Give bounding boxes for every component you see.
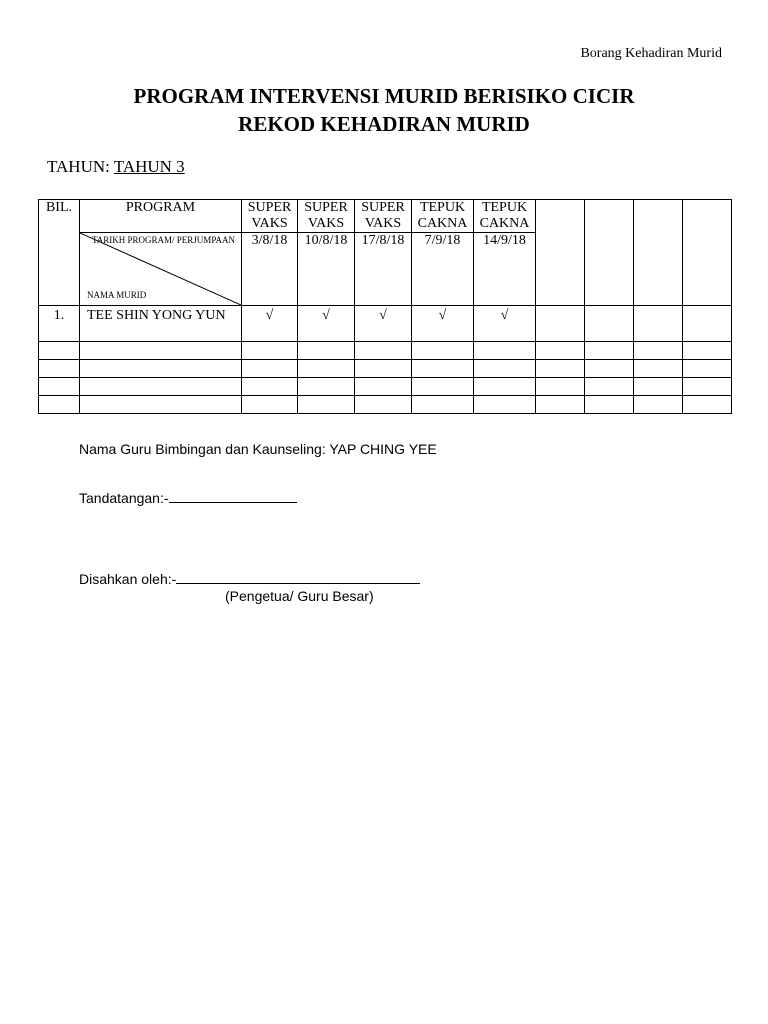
program-col-2 [298, 200, 355, 233]
blank-header [585, 200, 634, 306]
disahkan-label: Disahkan oleh:- [79, 571, 177, 587]
program-name: TEPUK [481, 200, 528, 215]
blank-header [536, 200, 585, 306]
program-date: 3/8/18 [242, 233, 298, 306]
row-bil: 1. [39, 306, 80, 342]
program-col-1 [242, 200, 298, 233]
table-row [39, 396, 732, 414]
attendance-mark [585, 306, 634, 342]
program-name: SUPER [247, 200, 292, 215]
diagonal-header-cell [80, 233, 242, 306]
header-row [39, 200, 732, 233]
attendance-mark: √ [298, 306, 355, 342]
program-col-3 [355, 200, 412, 233]
disahkan-field [79, 571, 420, 587]
table-row [39, 378, 732, 396]
signature-line[interactable] [169, 502, 297, 503]
pengetua-caption: (Pengetua/ Guru Besar) [225, 588, 374, 604]
program-col-5 [474, 200, 536, 233]
program-name: SUPER [361, 200, 405, 215]
nama-murid-label: NAMA MURID [87, 290, 147, 300]
attendance-mark: √ [474, 306, 536, 342]
approval-signature-line[interactable] [176, 583, 420, 584]
tarikh-label: TARIKH PROGRAM/ PERJUMPAAN [92, 235, 235, 245]
attendance-mark [634, 306, 683, 342]
attendance-mark: √ [242, 306, 298, 342]
tahun-field [47, 157, 185, 177]
document-title: PROGRAM INTERVENSI MURID BERISIKO CICIR [133, 84, 635, 108]
attendance-mark [683, 306, 732, 342]
tandatangan-label: Tandatangan:- [79, 490, 169, 506]
program-date: 17/8/18 [355, 233, 412, 306]
document-subtitle: REKOD KEHADIRAN MURID [238, 112, 530, 136]
table-row [39, 306, 732, 342]
table-row [39, 342, 732, 360]
blank-header [683, 200, 732, 306]
program-col-4 [412, 200, 474, 233]
attendance-mark [536, 306, 585, 342]
program-date: 14/9/18 [474, 233, 536, 306]
program-name: VAKS [251, 216, 288, 231]
program-name: VAKS [364, 216, 402, 231]
program-name: CAKNA [479, 216, 530, 231]
form-label: Borang Kehadiran Murid [580, 46, 722, 61]
bil-header: BIL. [39, 200, 80, 306]
table-row [39, 360, 732, 378]
program-date: 10/8/18 [298, 233, 355, 306]
attendance-table [38, 199, 732, 414]
guru-bimbingan-text: Nama Guru Bimbingan dan Kaunseling: YAP CHING YEE [79, 441, 437, 457]
program-name: SUPER [304, 200, 348, 215]
tahun-value: TAHUN 3 [113, 157, 185, 176]
program-name: VAKS [307, 216, 345, 231]
tandatangan-field [79, 490, 297, 506]
tahun-label: TAHUN: [47, 157, 114, 176]
attendance-mark: √ [355, 306, 412, 342]
program-header: PROGRAM [80, 200, 242, 233]
student-name: TEE SHIN YONG YUN [80, 306, 242, 342]
attendance-mark: √ [412, 306, 474, 342]
blank-header [634, 200, 683, 306]
program-date: 7/9/18 [412, 233, 474, 306]
program-name: TEPUK [419, 200, 466, 215]
program-name: CAKNA [417, 216, 468, 231]
